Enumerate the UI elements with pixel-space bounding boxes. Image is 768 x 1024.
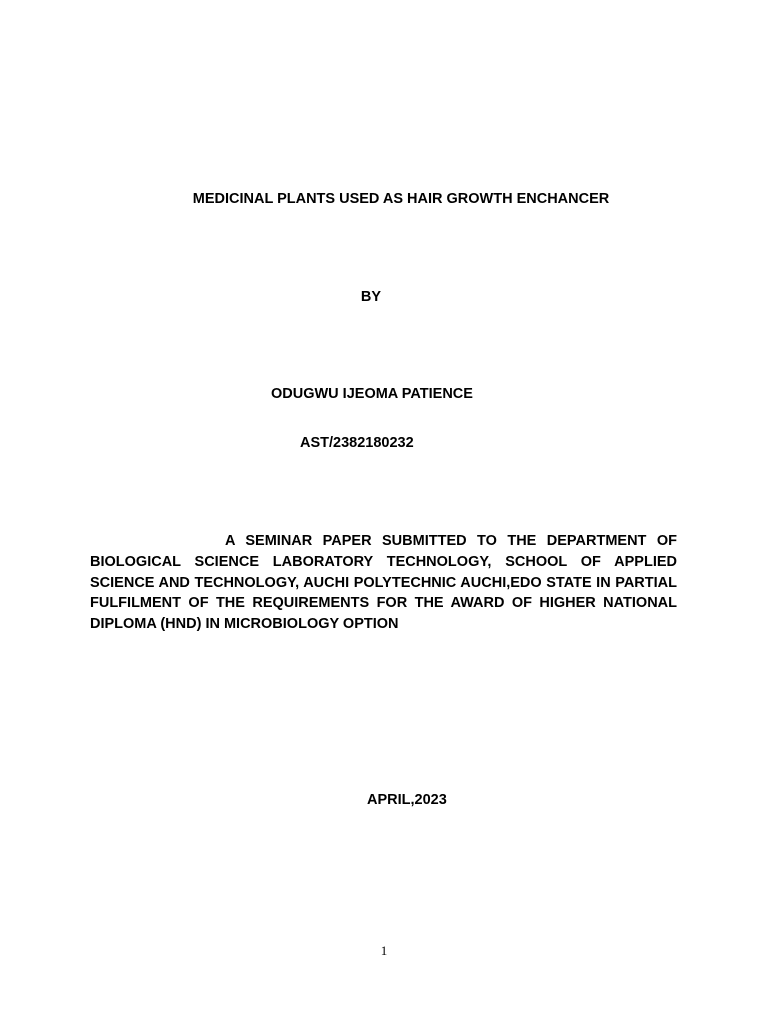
document-title: MEDICINAL PLANTS USED AS HAIR GROWTH ENCHANCER bbox=[192, 191, 610, 207]
submission-statement: A SEMINAR PAPER SUBMITTED TO THE DEPARTMENT OF BIOLOGICAL SCIENCE LABORATORY TECHNOLOGY, SCHOOL OF APPLIED SCIENCE AND TECHNOLOGY, AUCHI POLYTECHNIC AUCHI,EDO STATE IN PARTIAL FULFILMENT OF THE REQUIREMENTS FOR THE AWARD OF HIGHER NATIONAL DIPLOMA (HND) IN MICROBIOLOGY OPTION bbox=[90, 533, 677, 633]
submission-paragraph bbox=[90, 531, 677, 635]
page-number: 1 bbox=[380, 943, 388, 958]
registration-number: AST/2382180232 bbox=[300, 435, 414, 451]
author-name: ODUGWU IJEOMA PATIENCE bbox=[271, 386, 473, 402]
by-label: BY bbox=[360, 289, 382, 305]
submission-date: APRIL,2023 bbox=[367, 792, 447, 808]
